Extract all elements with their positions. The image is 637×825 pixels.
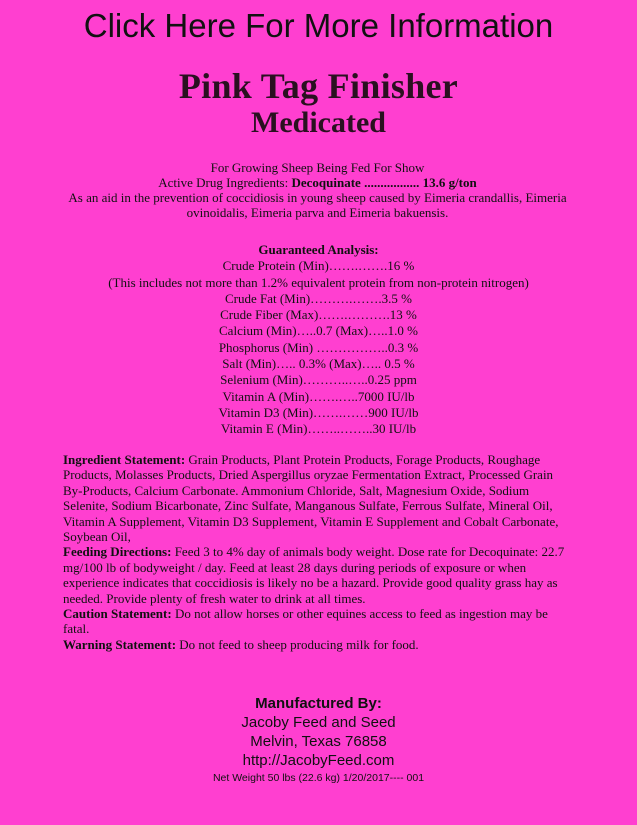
statements-block <box>63 452 573 652</box>
analysis-heading: Guaranteed Analysis: <box>258 242 379 257</box>
analysis-row: Crude Protein (Min)…….…….16 % <box>222 258 415 274</box>
product-title: Pink Tag Finisher <box>178 66 459 106</box>
manufacturer-footer <box>0 695 637 786</box>
analysis-row: Vitamin D3 (Min)…….……900 IU/lb <box>218 404 419 420</box>
active-prefix: Active Drug Ingredients: <box>158 175 292 190</box>
analysis-row: (This includes not more than 1.2% equivalent protein from non-protein nitrogen) <box>108 274 529 290</box>
analysis-row: Vitamin E (Min)……..……..30 IU/lb <box>220 421 417 437</box>
caution-statement <box>63 606 573 637</box>
feeding-directions <box>63 544 573 606</box>
ingredient-text: Grain Products, Plant Protein Products, Forage Products, Roughage Products, Molasses Products, Dried Aspergillus oryzae Fermentation Extract, Processed Grain By-Products, Calcium Carbonate. Ammonium Chloride, Salt, Magnesium Oxide, Sodium Selenite, Sodium Bicarbonate, Zinc Sulfate, Manganous Sulfate, Ferrous Sulfate, Mineral Oil, Vitamin A Supplement, Vitamin D3 Supplement, Vitamin E Supplement and Cobalt Carbonate, Soybean Oil, <box>63 452 559 545</box>
company-location: Melvin, Texas 76858 <box>250 733 387 750</box>
analysis-row: Calcium (Min)…..0.7 (Max)…..1.0 % <box>219 323 418 339</box>
manufactured-by-label: Manufactured By: <box>255 695 382 712</box>
company-name: Jacoby Feed and Seed <box>241 714 396 731</box>
active-ingredients <box>60 175 575 190</box>
feeding-text: Feed 3 to 4% day of animals body weight. Dose rate for Decoquinate: 22.7 mg/100 lb of bodyweight / day. Feed at least 28 days during periods of exposure or when experience indicates that coccidiosis is likely no be a hazard. Provide good quality grass hay as needed. Provide plenty of fresh water to drink at all times. <box>63 544 565 606</box>
warning-text: Do not feed to sheep producing milk for food. <box>176 636 419 652</box>
net-weight: Net Weight 50 lbs (22.6 kg) 1/20/2017---- 001 <box>212 772 425 784</box>
product-subtitle: Medicated <box>251 106 386 139</box>
warning-statement <box>63 637 573 652</box>
analysis-row: Selenium (Min)………..…..0.25 ppm <box>220 372 417 388</box>
guaranteed-analysis <box>40 242 597 438</box>
intro-block <box>60 160 575 220</box>
caution-label: Caution Statement: <box>63 606 172 622</box>
ingredient-statement <box>63 452 573 544</box>
analysis-row: Vitamin A (Min)…….…..7000 IU/lb <box>222 388 415 404</box>
more-information-link[interactable]: Click Here For More Information <box>83 7 554 44</box>
analysis-row: Crude Fat (Min)……….…….3.5 % <box>224 290 413 306</box>
analysis-row: Crude Fiber (Max)…….……….13 % <box>220 307 417 323</box>
ingredient-label: Ingredient Statement: <box>63 452 186 467</box>
warning-label: Warning Statement: <box>63 636 177 652</box>
intro-line: For Growing Sheep Being Fed For Show <box>210 160 425 175</box>
feeding-label: Feeding Directions: <box>63 544 172 560</box>
caution-text: Do not allow horses or other equines access to feed as ingestion may be fatal. <box>63 606 548 637</box>
company-url: http://JacobyFeed.com <box>242 752 395 769</box>
active-name: Decoquinate ................. 13.6 g/ton <box>291 175 477 190</box>
analysis-row: Phosphorus (Min) ……………..0.3 % <box>218 339 419 355</box>
analysis-row: Salt (Min)….. 0.3% (Max)….. 0.5 % <box>222 356 415 372</box>
intro-description: As an aid in the prevention of coccidiosis in young sheep caused by Eimeria crandallis, Eimeria ovinoidalis, Eimeria parva and Eimeria bakuensis. <box>68 190 567 220</box>
